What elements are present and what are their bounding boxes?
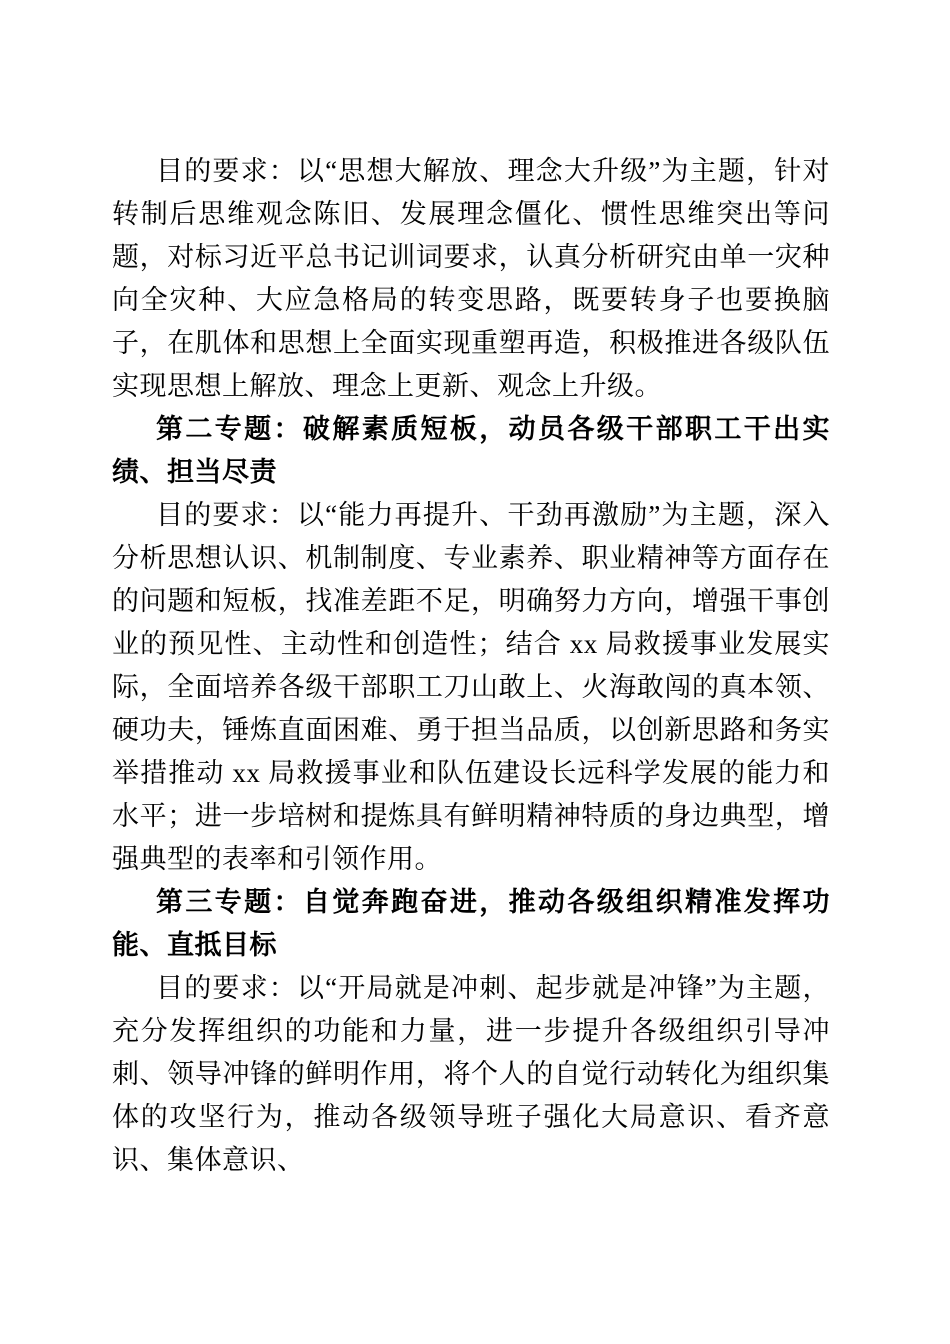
body-paragraph: 目的要求：以“开局就是冲刺、起步就是冲锋”为主题，充分发挥组织的功能和力量，进一步提升各级组织引导冲刺、领导冲锋的鲜明作用，将个人的自觉行动转化为组织集体的攻坚行为，推动各级领导班子强化大局意识、看齐意识、集体意识、 xyxy=(112,973,830,1175)
body-paragraph: 目的要求：以“能力再提升、干劲再激励”为主题，深入分析思想认识、机制制度、专业素养、职业精神等方面存在的问题和短板，找准差距不足，明确努力方向，增强干事创业的预见性、主动性和创造性；结合 xx 局救援事业发展实际，全面培养各级干部职工刀山敢上、火海敢闯的真本领、硬功夫，锤炼直面困难、勇于担当品质，以创新思路和务实举措推动 xx 局救援事业和队伍建设长远科学发展的能力和水平；进一步培树和提炼具有鲜明精神特质的身边典型，增强典型的表率和引领作用。 xyxy=(112,500,830,874)
body-paragraph: 目的要求：以“思想大解放、理念大升级”为主题，针对转制后思维观念陈旧、发展理念僵化、惯性思维突出等问题，对标习近平总书记训词要求，认真分析研究由单一灾种向全灾种、大应急格局的转变思路，既要转身子也要换脑子，在肌体和思想上全面实现重塑再造，积极推进各级队伍实现思想上解放、理念上更新、观念上升级。 xyxy=(112,156,830,401)
document-body xyxy=(112,150,830,1182)
section-heading-topic-2: 第二专题：破解素质短板，动员各级干部职工干出实绩、担当尽责 xyxy=(112,414,830,487)
section-heading-topic-3: 第三专题：自觉奔跑奋进，推动各级组织精准发挥功能、直抵目标 xyxy=(112,887,830,960)
